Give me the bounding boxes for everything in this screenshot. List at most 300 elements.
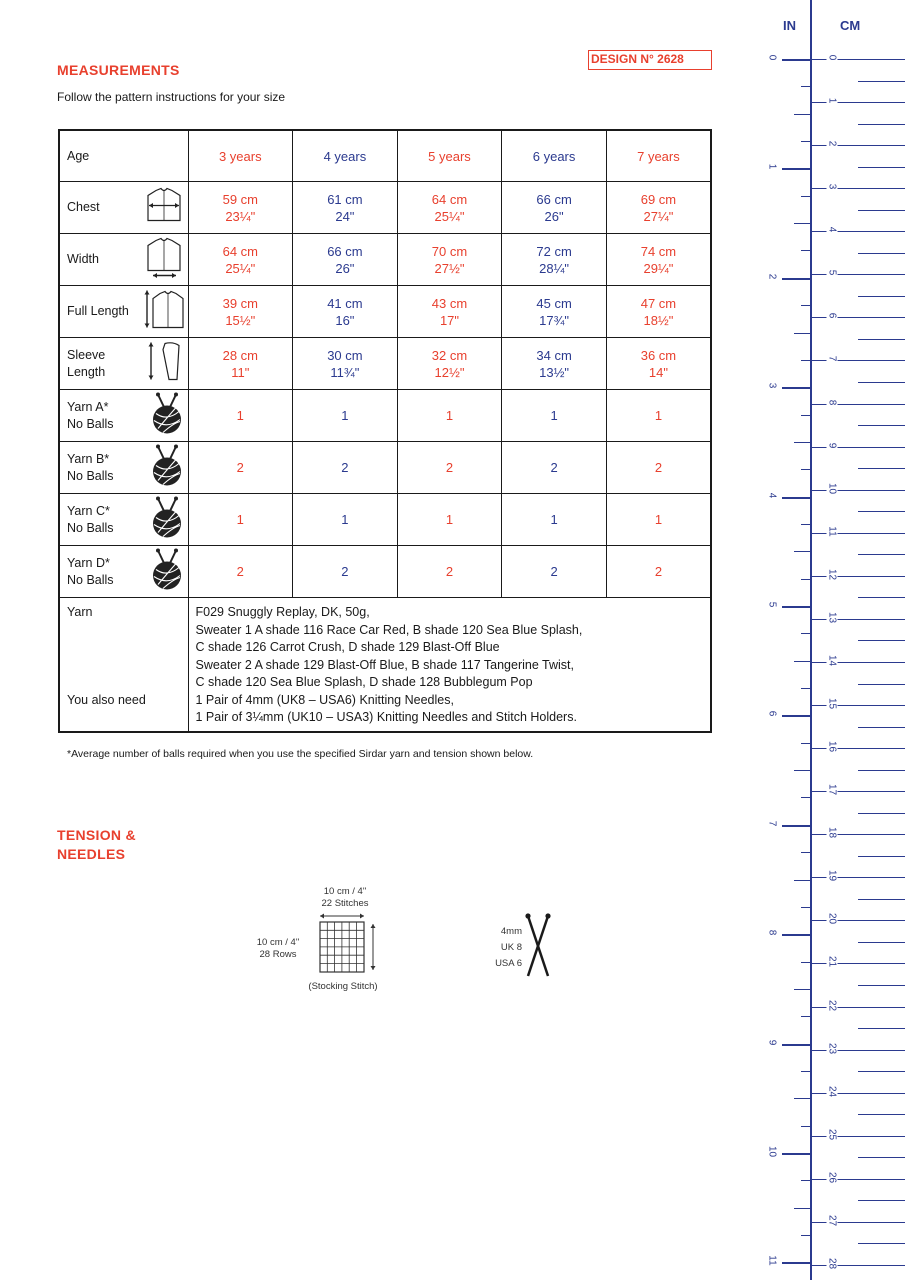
table-cell — [502, 338, 607, 390]
ruler-inch-tick — [782, 278, 810, 280]
ruler-inch-tick — [801, 907, 810, 908]
table-cell — [502, 546, 607, 598]
table-row — [59, 546, 711, 598]
tension-stitches-label — [305, 886, 385, 910]
table-cell — [606, 286, 711, 338]
ruler-inch-number: 10 — [766, 1145, 778, 1158]
cell-value: 15½" — [225, 312, 256, 328]
ruler-cm-number: 10 — [827, 478, 838, 498]
cell-value: 66 cm — [327, 243, 363, 259]
ruler-cm-number: 4 — [827, 220, 838, 240]
table-cell — [188, 286, 293, 338]
ruler-half-cm-tick — [858, 1200, 905, 1201]
ruler-inch-tick — [794, 114, 810, 115]
ruler-half-cm-tick — [858, 899, 905, 900]
ruler-half-cm-tick — [858, 167, 905, 168]
cell-value: 1 — [445, 512, 454, 527]
knitting-needles-icon — [524, 912, 554, 980]
cell-value: 30 cm — [327, 347, 363, 363]
yarn-notes-labels — [59, 598, 188, 732]
ruler-inch-tick — [794, 442, 810, 443]
cell-value: 64 cm — [431, 191, 468, 207]
ruler-cm-number: 22 — [827, 995, 838, 1015]
cell-value: 11¾" — [330, 364, 360, 380]
ruler-inch-tick — [782, 825, 810, 827]
ruler-inch-tick — [801, 1071, 810, 1072]
ruler-cm-number: 8 — [827, 392, 838, 412]
cell-value: 1 — [550, 512, 558, 527]
ruler-half-cm-tick — [858, 210, 905, 211]
ruler-half-cm-tick — [858, 640, 905, 641]
cell-value: 2 — [654, 564, 663, 579]
cell-value: 2 — [236, 564, 244, 579]
design-number-box: DESIGN N° 2628 — [588, 50, 712, 70]
table-cell — [397, 390, 502, 442]
row-label — [59, 494, 188, 546]
ruler-inch-number: 3 — [766, 382, 778, 389]
table-cell — [188, 338, 293, 390]
cell-value: 1 — [341, 512, 349, 527]
cell-value: 59 cm — [222, 191, 258, 207]
ruler-half-cm-tick — [858, 339, 905, 340]
ruler-half-cm-tick — [858, 425, 905, 426]
ruler-inch-tick — [801, 1235, 810, 1236]
ruler-inch-tick — [794, 989, 810, 990]
table-cell — [606, 546, 711, 598]
ruler-inch-tick — [794, 880, 810, 881]
ruler-cm-number: 7 — [827, 349, 838, 369]
row-label-text: Length — [67, 364, 106, 379]
ruler-cm-number: 3 — [827, 177, 838, 197]
ruler-cm-number: 1 — [827, 91, 838, 111]
ruler-half-cm-tick — [858, 856, 905, 857]
row-label-text: Sleeve — [67, 347, 106, 362]
table-row — [59, 442, 711, 494]
ruler-half-cm-tick — [858, 1157, 905, 1158]
cell-value: 18½" — [643, 312, 674, 328]
tension-heading-line2: NEEDLES — [57, 846, 126, 862]
cell-value: 47 cm — [640, 295, 677, 311]
table-cell — [188, 390, 293, 442]
table-cell — [502, 234, 607, 286]
table-cell — [606, 130, 711, 182]
ruler-inch-tick — [782, 606, 810, 608]
cell-value: 25¼" — [225, 260, 256, 276]
cell-value: 41 cm — [327, 295, 363, 311]
notes-line: 1 Pair of 4mm (UK8 – USA6) Knitting Needles, — [195, 692, 454, 707]
table-cell — [293, 338, 398, 390]
ruler-inch-tick — [782, 1153, 810, 1155]
ruler-inch-tick — [801, 469, 810, 470]
notes-line: C shade 126 Carrot Crush, D shade 129 Blast-Off Blue — [195, 640, 500, 654]
row-label — [59, 130, 188, 182]
instructions-text: Follow the pattern instructions for your size — [57, 90, 286, 104]
cell-value: 2 — [445, 460, 454, 475]
cell-value: 3 years — [218, 148, 262, 164]
yarn-ball-icon — [149, 547, 185, 596]
cell-value: 36 cm — [640, 347, 677, 363]
ruler-inch-tick — [801, 360, 810, 361]
ruler-inch-tick — [782, 934, 810, 936]
cell-value: 6 years — [532, 148, 576, 164]
ruler-inch-tick — [801, 415, 810, 416]
ruler-border — [810, 0, 812, 1280]
ruler-inch-tick — [782, 59, 810, 61]
row-label-text: Chest — [67, 200, 100, 214]
cell-value: 1 — [445, 408, 454, 423]
cell-value: 24" — [335, 208, 355, 224]
table-cell — [397, 546, 502, 598]
table-cell — [606, 494, 711, 546]
ruler-cm-number: 12 — [827, 564, 838, 584]
cell-value: 29¼" — [643, 260, 674, 276]
table-cell — [502, 182, 607, 234]
table-cell — [606, 390, 711, 442]
cell-value: 1 — [341, 408, 349, 423]
cell-value: 1 — [236, 408, 244, 423]
cell-value: 69 cm — [640, 191, 677, 207]
cell-value: 74 cm — [640, 243, 677, 259]
cell-value: 32 cm — [431, 347, 468, 363]
ruler-cm-number: 17 — [827, 780, 838, 800]
table-cell — [502, 494, 607, 546]
cell-value: 4 years — [323, 148, 367, 164]
row-label-text: Age — [67, 148, 90, 163]
ruler-half-cm-tick — [858, 727, 905, 728]
cell-value: 25¼" — [434, 208, 465, 224]
row-label — [59, 390, 188, 442]
row-label — [59, 234, 188, 286]
tension-heading — [57, 826, 136, 864]
table-cell — [397, 338, 502, 390]
ruler-inch-tick — [801, 962, 810, 963]
ruler-half-cm-tick — [858, 770, 905, 771]
yarn-notes-row — [59, 598, 711, 732]
ruler-inch-tick — [801, 1016, 810, 1017]
ruler-cm-number: 24 — [827, 1081, 838, 1101]
table-cell — [188, 234, 293, 286]
cell-value: 27¼" — [643, 208, 674, 224]
table-cell — [293, 390, 398, 442]
ruler-half-cm-tick — [858, 253, 905, 254]
ruler-half-cm-tick — [858, 511, 905, 512]
length-measure-icon — [143, 287, 185, 336]
table-cell — [293, 494, 398, 546]
sleeve-measure-icon — [143, 339, 185, 388]
notes-line: Sweater 1 A shade 116 Race Car Red, B shade 120 Sea Blue Splash, — [195, 622, 583, 637]
ruler-inch-number: 11 — [766, 1255, 778, 1267]
also-need-label: You also need — [67, 692, 146, 707]
ruler-cm-number: 25 — [827, 1124, 838, 1144]
yarn-ball-icon — [149, 495, 185, 544]
ruler-half-cm-tick — [858, 554, 905, 555]
needle-uk-text: UK 8 — [500, 942, 522, 953]
ruler-inch-tick — [801, 196, 810, 197]
table-cell — [502, 442, 607, 494]
table-cell — [293, 546, 398, 598]
tension-stitches-text: 22 Stitches — [321, 898, 369, 909]
ruler-inch-tick — [794, 1208, 810, 1209]
ruler-inch-number: 1 — [766, 164, 778, 170]
ruler-inch-label: IN — [783, 18, 796, 33]
table-cell — [397, 130, 502, 182]
tension-height-text: 10 cm / 4" — [256, 937, 300, 948]
table-cell — [397, 442, 502, 494]
yarn-label: Yarn — [67, 605, 93, 619]
table-row — [59, 130, 711, 182]
measurements-table — [58, 129, 712, 733]
cell-value: 28¼" — [539, 260, 570, 276]
ruler-inch-tick — [782, 715, 810, 717]
cell-value: 2 — [341, 460, 349, 475]
ruler-inch-tick — [782, 387, 810, 389]
ruler-cm-number: 19 — [827, 866, 838, 886]
tension-rows-label — [246, 937, 310, 961]
ruler-cm-number: 16 — [827, 737, 838, 757]
ruler-half-cm-tick — [858, 296, 905, 297]
footnote: *Average number of balls required when you use the specified Sirdar yarn and tension shown below. — [67, 748, 534, 760]
needle-size-label — [488, 924, 522, 972]
ruler-inch-tick — [782, 1262, 810, 1264]
row-label-text: Yarn D* — [67, 555, 110, 570]
table-cell — [502, 390, 607, 442]
ruler-cm-label: CM — [840, 18, 861, 33]
yarn-notes-text — [188, 598, 711, 732]
ruler-half-cm-tick — [858, 382, 905, 383]
cell-value: 13½" — [539, 364, 570, 380]
ruler-half-cm-tick — [858, 468, 905, 469]
table-cell — [293, 286, 398, 338]
table-cell — [502, 130, 607, 182]
table-cell — [293, 234, 398, 286]
notes-line: 1 Pair of 3¼mm (UK10 – USA3) Knitting Needles and Stitch Holders. — [195, 710, 577, 724]
ruler-inch-tick — [801, 86, 810, 87]
cell-value: 70 cm — [431, 243, 468, 259]
cell-value: 61 cm — [327, 191, 363, 207]
table-cell — [606, 234, 711, 286]
ruler-inch-tick — [801, 852, 810, 853]
ruler-inch-tick — [801, 524, 810, 525]
ruler-inch-tick — [801, 688, 810, 689]
notes-line: F029 Snuggly Replay, DK, 50g, — [195, 605, 370, 619]
ruler-half-cm-tick — [858, 813, 905, 814]
ruler-cm-number: 23 — [827, 1038, 838, 1058]
cell-value: 45 cm — [536, 295, 572, 311]
row-label-text: No Balls — [67, 520, 114, 535]
row-label-text: Width — [67, 252, 99, 266]
ruler-half-cm-tick — [858, 124, 905, 125]
table-cell — [502, 286, 607, 338]
row-label-text: Yarn C* — [67, 503, 110, 518]
table-cell — [188, 494, 293, 546]
cell-value: 16" — [335, 312, 355, 328]
table-cell — [606, 338, 711, 390]
ruler-cm-number: 11 — [827, 521, 838, 541]
cell-value: 12½" — [434, 364, 465, 380]
ruler-inch-tick — [794, 661, 810, 662]
cell-value: 26" — [335, 260, 355, 276]
tension-swatch-icon — [312, 912, 382, 976]
ruler-cm-number: 27 — [827, 1210, 838, 1230]
table-row — [59, 234, 711, 286]
cell-value: 1 — [654, 408, 663, 423]
ruler-cm-number: 2 — [827, 134, 838, 154]
yarn-ball-icon — [149, 391, 185, 440]
ruler-cm-number: 28 — [827, 1253, 838, 1273]
ruler-cm-number: 14 — [827, 650, 838, 670]
ruler-inch-number: 5 — [766, 601, 778, 608]
ruler-inch-tick — [782, 497, 810, 499]
yarn-ball-icon — [149, 443, 185, 492]
ruler-inch-tick — [801, 797, 810, 798]
ruler-half-cm-tick — [858, 942, 905, 943]
ruler-half-cm-tick — [858, 985, 905, 986]
ruler-inch-tick — [801, 743, 810, 744]
needle-mm-text: 4mm — [500, 926, 522, 937]
ruler-inch-number: 9 — [766, 1039, 778, 1045]
tension-heading-line1: TENSION & — [57, 827, 136, 843]
ruler-inch-tick — [794, 1098, 810, 1099]
ruler-inch-number: 4 — [766, 492, 778, 498]
table-cell — [293, 442, 398, 494]
ruler-half-cm-tick — [858, 597, 905, 598]
table-row — [59, 390, 711, 442]
cell-value: 23¼" — [225, 208, 256, 224]
cell-value: 5 years — [428, 148, 471, 164]
ruler-inch-tick — [794, 770, 810, 771]
table-cell — [188, 442, 293, 494]
cell-value: 39 cm — [222, 295, 258, 311]
table-cell — [188, 130, 293, 182]
table-cell — [188, 182, 293, 234]
cell-value: 66 cm — [536, 191, 572, 207]
cell-value: 64 cm — [222, 243, 258, 259]
row-label — [59, 546, 188, 598]
row-label-text: Yarn B* — [67, 451, 110, 466]
tension-width-text: 10 cm / 4" — [323, 886, 367, 897]
ruler-inch-tick — [782, 168, 810, 170]
ruler-half-cm-tick — [858, 1114, 905, 1115]
table-cell — [397, 286, 502, 338]
cell-value: 14" — [648, 364, 668, 380]
row-label — [59, 442, 188, 494]
cell-value: 1 — [550, 408, 558, 423]
ruler-inch-tick — [801, 141, 810, 142]
row-label — [59, 182, 188, 234]
ruler-inch-tick — [801, 1126, 810, 1127]
table-row — [59, 338, 711, 390]
chest-measure-icon — [143, 185, 185, 230]
cell-value: 2 — [550, 564, 558, 579]
table-cell — [606, 182, 711, 234]
cell-value: 2 — [236, 460, 244, 475]
ruler-inch-tick — [782, 1044, 810, 1046]
table-cell — [397, 182, 502, 234]
ruler-cm-number: 18 — [827, 823, 838, 843]
ruler-inch-tick — [801, 250, 810, 251]
cell-value: 1 — [654, 512, 663, 527]
ruler-cm-number: 15 — [827, 694, 838, 714]
cell-value: 2 — [550, 460, 558, 475]
cell-value: 1 — [236, 512, 244, 527]
row-label — [59, 286, 188, 338]
table-cell — [606, 442, 711, 494]
cell-value: 72 cm — [536, 243, 572, 259]
table-cell — [397, 494, 502, 546]
ruler-half-cm-tick — [858, 684, 905, 685]
ruler-inch-number: 8 — [766, 929, 778, 936]
table-cell — [188, 546, 293, 598]
ruler-inch-tick — [794, 223, 810, 224]
ruler-cm-number: 9 — [827, 435, 838, 455]
cell-value: 17¾" — [539, 312, 570, 328]
cell-value: 17" — [439, 312, 460, 328]
needle-usa-text: USA 6 — [495, 958, 522, 969]
ruler-cm-number: 13 — [827, 607, 838, 627]
table-row — [59, 182, 711, 234]
cell-value: 2 — [654, 460, 663, 475]
ruler-inch-tick — [801, 305, 810, 306]
ruler-inch-number: 7 — [766, 820, 778, 827]
ruler-cm-number: 0 — [827, 48, 838, 68]
row-label-text: No Balls — [67, 572, 114, 587]
ruler-cm-number: 20 — [827, 909, 838, 929]
ruler-half-cm-tick — [858, 1071, 905, 1072]
cell-value: 26" — [544, 208, 564, 224]
notes-line: Sweater 2 A shade 129 Blast-Off Blue, B shade 117 Tangerine Twist, — [195, 657, 574, 672]
cell-value: 43 cm — [431, 295, 468, 311]
row-label — [59, 338, 188, 390]
ruler-cm-number: 6 — [827, 306, 838, 326]
ruler-cm-number: 5 — [827, 263, 838, 283]
cell-value: 34 cm — [536, 347, 572, 363]
row-label-text: No Balls — [67, 416, 114, 431]
ruler-inch-tick — [794, 551, 810, 552]
table-cell — [397, 234, 502, 286]
cell-value: 2 — [341, 564, 349, 579]
ruler-inch-number: 0 — [766, 54, 778, 61]
ruler-inch-number: 6 — [766, 711, 778, 717]
ruler-inch-number: 2 — [766, 273, 778, 280]
table-cell — [293, 182, 398, 234]
tension-stocking-stitch: (Stocking Stitch) — [308, 981, 378, 992]
ruler-inch-tick — [801, 1180, 810, 1181]
row-label-text: No Balls — [67, 468, 114, 483]
ruler-cm-number: 21 — [827, 952, 838, 972]
ruler-inch-tick — [801, 579, 810, 580]
ruler-inch-tick — [801, 633, 810, 634]
ruler-cm-number: 26 — [827, 1167, 838, 1187]
cell-value: 27½" — [434, 260, 465, 276]
ruler-half-cm-tick — [858, 81, 905, 82]
cell-value: 7 years — [637, 148, 680, 164]
row-label-text: Yarn A* — [67, 399, 109, 414]
width-measure-icon — [143, 235, 185, 284]
ruler-half-cm-tick — [858, 1243, 905, 1244]
tension-rows-text: 28 Rows — [259, 949, 297, 960]
row-label-text: Full Length — [67, 304, 129, 318]
ruler-half-cm-tick — [858, 1028, 905, 1029]
cell-value: 28 cm — [222, 347, 258, 363]
cell-value: 2 — [445, 564, 454, 579]
table-cell — [293, 130, 398, 182]
table-row — [59, 286, 711, 338]
notes-line: C shade 120 Sea Blue Splash, D shade 128 Bubblegum Pop — [195, 675, 533, 689]
measurements-heading: MEASUREMENTS — [57, 62, 180, 78]
cell-value: 11" — [231, 364, 250, 380]
ruler-inch-tick — [794, 333, 810, 334]
table-row — [59, 494, 711, 546]
